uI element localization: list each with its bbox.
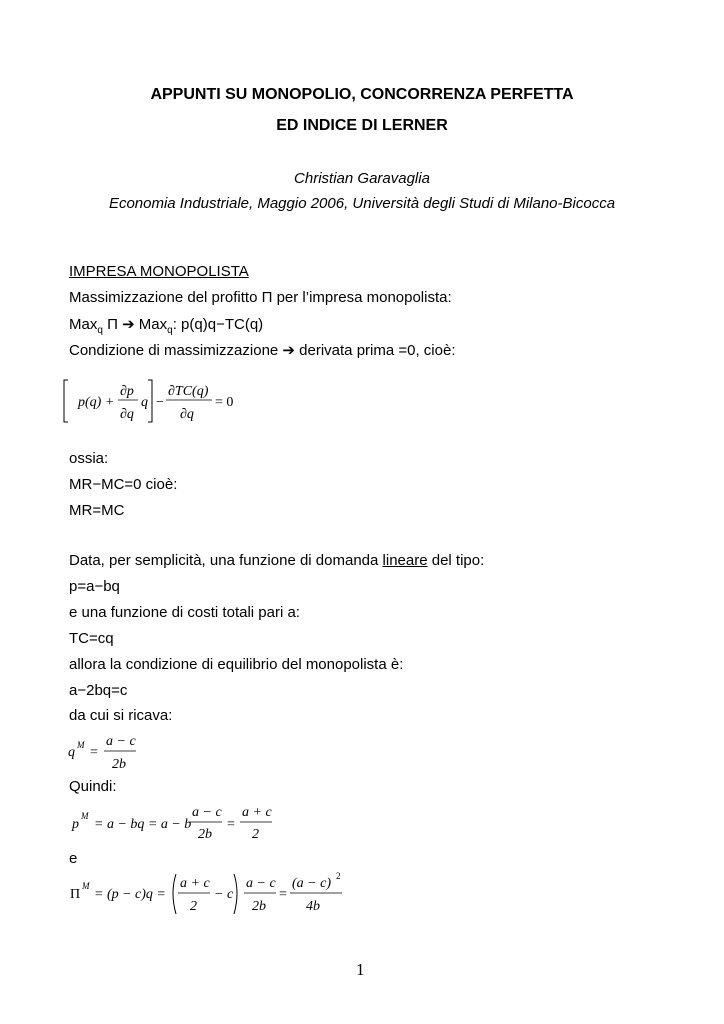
pim-num3: (a − c): [292, 876, 331, 891]
document-title-line1: APPUNTI SU MONOPOLIO, CONCORRENZA PERFETTA: [150, 86, 574, 103]
pm-num1: a − c: [192, 805, 222, 820]
qm-eq: =: [90, 745, 98, 760]
section-heading: IMPRESA MONOPOLISTA: [69, 263, 249, 280]
foc-num-dp: ∂p: [120, 384, 134, 399]
paragraph-profit: Massimizzazione del profitto Π per l’impresa monopolista:: [69, 289, 452, 306]
foc-den-dq2: ∂q: [180, 407, 194, 422]
pm-lhs: p: [72, 817, 79, 832]
paragraph-mr-mc: MR−MC=0 cioè:: [69, 476, 178, 493]
paragraph-e: e: [69, 850, 78, 867]
foc-minus: −: [156, 395, 164, 410]
max-subscript-2: q: [167, 325, 173, 336]
foc-den-dq: ∂q: [120, 407, 134, 422]
paragraph-mr-eq-mc: MR=MC: [69, 502, 125, 519]
pim-num1: a + c: [180, 876, 210, 891]
pim-den2: 2b: [252, 899, 266, 914]
pim-num2: a − c: [246, 876, 276, 891]
paragraph-demand-intro: [69, 552, 484, 569]
pim-den3: 4b: [306, 899, 320, 914]
paragraph-eq-cond: allora la condizione di equilibrio del monopolista è:: [69, 656, 404, 673]
equation-pim: [64, 868, 354, 920]
document-title-line2: ED INDICE DI LERNER: [276, 117, 448, 134]
max-arrow-text: Π ➔ Max: [102, 316, 168, 333]
paragraph-max: [69, 315, 264, 336]
foc-lhs: p(q) +: [78, 395, 115, 410]
foc-rhs: = 0: [215, 395, 234, 410]
paragraph-eq: a−2bq=c: [69, 682, 128, 699]
qm-num: a − c: [106, 734, 136, 749]
pm-mid: = a − bq = a − b: [94, 817, 192, 832]
equation-foc: [60, 376, 260, 426]
equation-qm: [64, 730, 164, 774]
paragraph-cost-intro: e una funzione di costi totali pari a:: [69, 604, 300, 621]
foc-num-tc: ∂TC(q): [168, 384, 209, 399]
pm-den1: 2b: [198, 827, 212, 842]
pm-den2: 2: [252, 827, 259, 842]
equation-pm: [64, 800, 284, 846]
author: Christian Garavaglia: [294, 170, 430, 187]
demand-intro-b: del tipo:: [427, 552, 485, 569]
demand-intro-a: Data, per semplicità, una funzione di domanda: [69, 552, 383, 569]
max-subscript: q: [97, 325, 103, 336]
max-label: Max: [69, 316, 98, 333]
pim-sup3: 2: [336, 871, 341, 881]
max-expression: : p(q)q−TC(q): [172, 316, 264, 333]
paragraph-cost: TC=cq: [69, 630, 114, 647]
pm-num2: a + c: [242, 805, 272, 820]
paragraph-demand: p=a−bq: [69, 578, 120, 595]
qm-lhs: q: [68, 745, 75, 760]
pim-sup: M: [82, 881, 90, 891]
qm-den: 2b: [112, 757, 126, 772]
demand-intro-underlined: lineare: [382, 552, 428, 569]
pim-minus-c: − c: [214, 887, 234, 902]
paragraph-quindi: Quindi:: [69, 778, 117, 795]
foc-q: q: [141, 395, 148, 410]
pim-lhs: Π: [70, 887, 81, 902]
affiliation: Economia Industriale, Maggio 2006, Università degli Studi di Milano-Bicocca: [108, 195, 616, 212]
page-number: 1: [356, 960, 365, 979]
pim-den1: 2: [190, 899, 197, 914]
paragraph-condition: Condizione di massimizzazione ➔ derivata prima =0, cioè:: [69, 342, 456, 359]
pim-mid: = (p − c)q =: [94, 887, 166, 902]
pm-eq2: =: [227, 817, 235, 832]
paragraph-ricava: da cui si ricava:: [69, 707, 173, 724]
qm-sup: M: [77, 740, 85, 750]
paragraph-ossia: ossia:: [69, 450, 109, 467]
pm-sup: M: [81, 811, 89, 821]
pim-eq2: =: [279, 887, 287, 902]
